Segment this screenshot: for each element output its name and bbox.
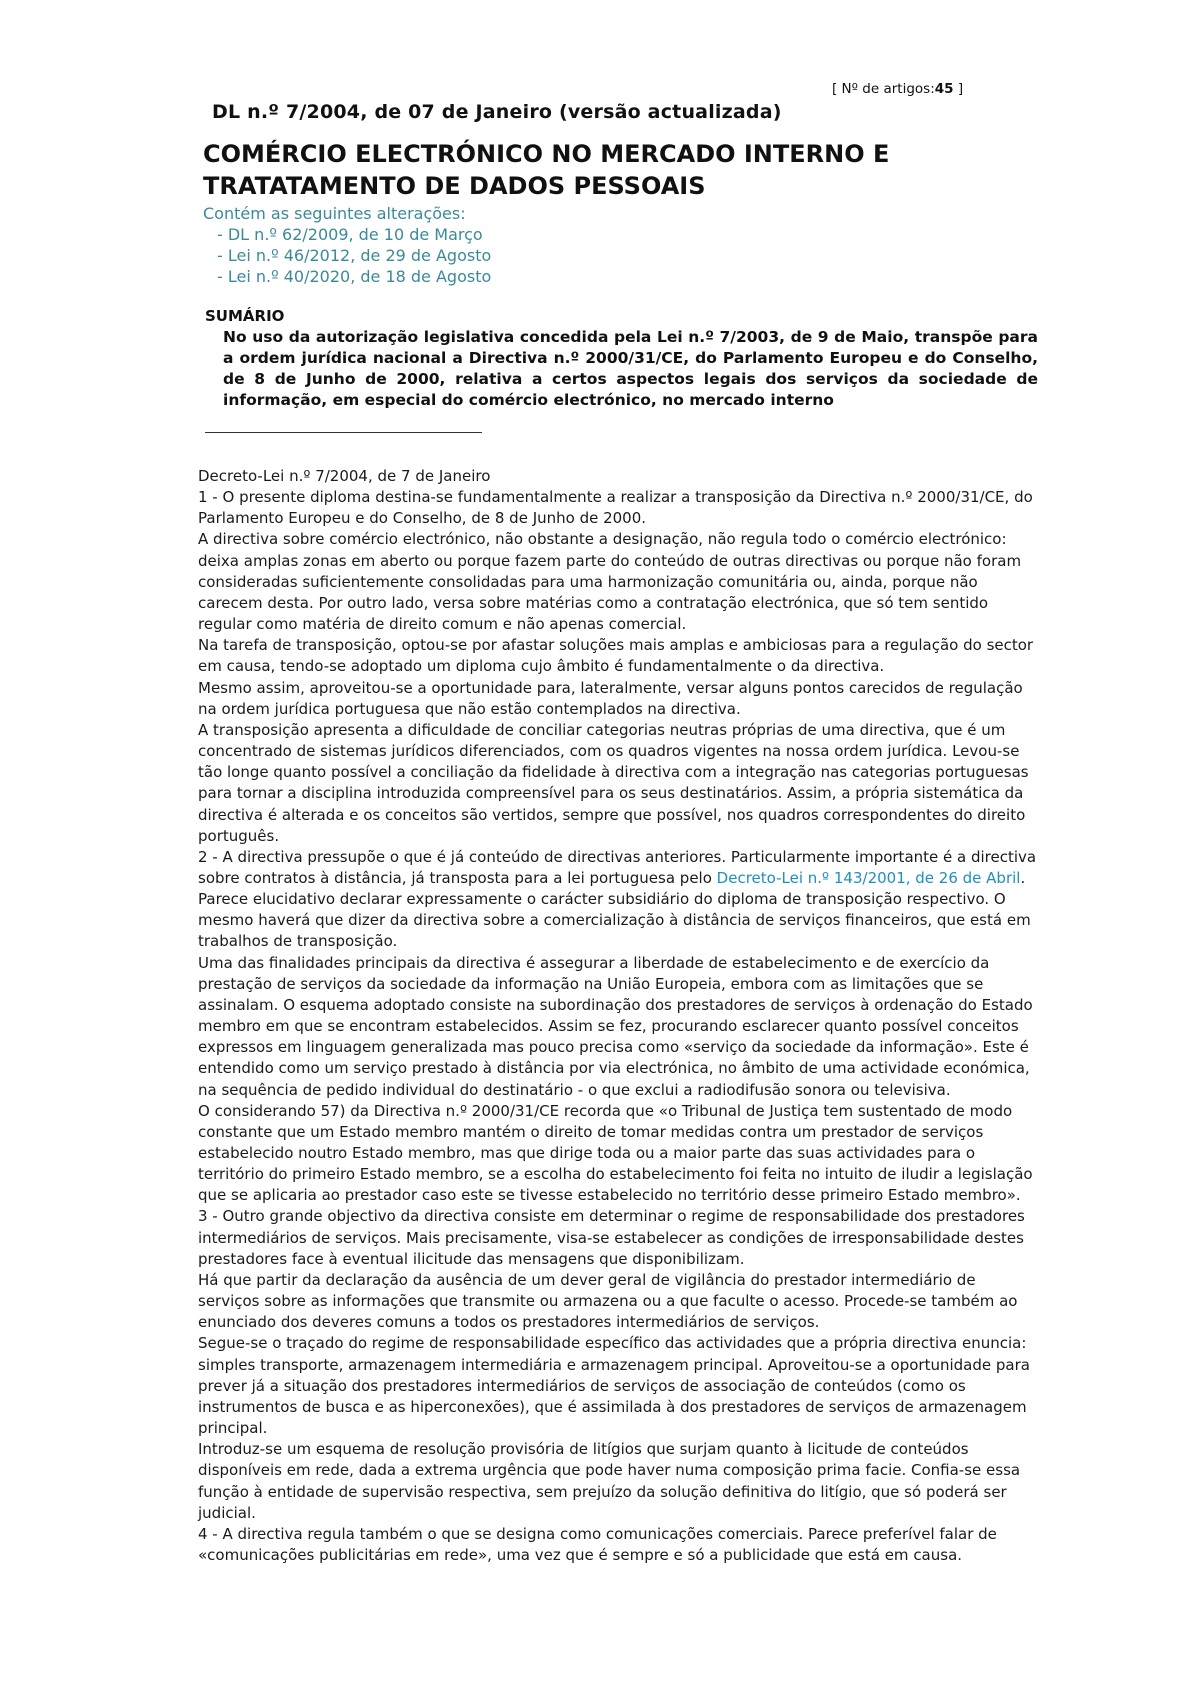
paragraph: Decreto-Lei n.º 7/2004, de 7 de Janeiro — [198, 467, 491, 485]
paragraph-text: 2 - A directiva pressupõe o que é já conteúdo de directivas anteriores. Particularmente importante é a directiva sobre contratos à distância, já transposta para a lei portuguesa pelo — [198, 847, 1037, 887]
summary-heading: SUMÁRIO — [205, 307, 285, 325]
paragraph: A transposição apresenta a dificuldade de conciliar categorias neutras próprias de uma directiva, que é um concentrado de sistemas jurídicos diferenciados, com os quadros vigentes na nossa ordem jurídica. Levou-se tão longe quanto possível a conciliação da fidelidade à directiva com a integração nas categorias portuguesas para tornar a disciplina introduzida compreensível para os seus destinatários. Assim, a própria sistemática da directiva é alterada e os conceitos são vertidos, sempre que possível, nos quadros correspondentes do direito português. — [198, 720, 1029, 845]
article-count-close: ] — [957, 81, 964, 97]
decree-title: DL n.º 7/2004, de 07 de Janeiro (versão actualizada) — [212, 101, 782, 123]
paragraph: Há que partir da declaração da ausência de um dever geral de vigilância do prestador intermediário de serviços sobre as informações que transmite ou armazena ou a que faculte o acesso. Procede-se também ao enunciado dos deveres comuns a todos os prestadores intermediários de serviços. — [198, 1270, 1018, 1332]
paragraph — [198, 847, 1040, 953]
alteration-item[interactable]: - DL n.º 62/2009, de 10 de Março — [217, 225, 483, 244]
preamble-body — [198, 466, 1040, 1566]
paragraph: 3 - Outro grande objectivo da directiva consiste em determinar o regime de responsabilidade dos prestadores intermediários de serviços. Mais precisamente, visa-se estabelecer as condições de irresponsabilidade destes prestadores face à eventual ilicitude das mensagens que disponibilizam. — [198, 1207, 1025, 1268]
paragraph: Uma das finalidades principais da directiva é assegurar a liberdade de estabelecimento e de exercício da prestação de serviços da sociedade da informação na União Europeia, embora com as limitações que se assinalam. O esquema adoptado consiste na subordinação dos prestadores de serviços à ordenação do Estado membro em que se encontram estabelecidos. Assim se fez, procurando esclarecer quanto possível conceitos expressos em linguagem generalizada mas pouco precisa como «serviço da sociedade da informação». Este é entendido como um serviço prestado à distância por via electrónica, no âmbito de uma actividade económica, na sequência de pedido individual do destinatário - o que exclui a radiodifusão sonora ou televisiva. — [198, 953, 1033, 1099]
paragraph: Na tarefa de transposição, optou-se por afastar soluções mais amplas e ambiciosas para a regulação do sector em causa, tendo-se adoptado um diploma cujo âmbito é fundamentalmente o da directiva. — [198, 636, 1034, 676]
paragraph: A directiva sobre comércio electrónico, não obstante a designação, não regula todo o comércio electrónico: deixa amplas zonas em aberto ou porque fazem parte do conteúdo de outras directivas ou porque não foram consideradas suficientemente consolidadas para uma harmonização comunitária ou, ainda, porque não carecem desta. Por outro lado, versa sobre matérias como a contratação electrónica, que só tem sentido regular como matéria de direito comum e não apenas comercial. — [198, 530, 1022, 634]
document-title-line1: COMÉRCIO ELECTRÓNICO NO MERCADO INTERNO E — [203, 140, 890, 168]
document-title-line2: TRATATAMENTO DE DADOS PESSOAIS — [203, 172, 706, 200]
paragraph: O considerando 57) da Directiva n.º 2000/31/CE recorda que «o Tribunal de Justiça tem sustentado de modo constante que um Estado membro mantém o direito de tomar medidas contra um prestador de serviços estabelecido noutro Estado membro, mas que dirige toda ou a maior parte das suas actividades para o território do primeiro Estado membro, se a escolha do estabelecimento foi feita no intuito de iludir a legislação que se aplicaria ao prestador caso este se tivesse estabelecido no território desse primeiro Estado membro». — [198, 1101, 1033, 1205]
article-count-label: [ Nº de artigos: — [832, 81, 935, 97]
alterations-heading: Contém as seguintes alterações: — [203, 204, 466, 223]
paragraph: 4 - A directiva regula também o que se designa como comunicações comerciais. Parece preferível falar de «comunicações publicitárias em rede», uma vez que é sempre e só a publicidade que está em causa. — [198, 1524, 997, 1564]
paragraph-text: . Parece elucidativo declarar expressamente o carácter subsidiário do diploma de transposição respectivo. O mesmo haverá que dizer da directiva sobre a comercialização à distância de serviços financeiros, que está em trabalhos de transposição. — [198, 868, 1031, 951]
separator-line — [205, 432, 482, 433]
summary-text: No uso da autorização legislativa concedida pela Lei n.º 7/2003, de 9 de Maio, transpõe para a ordem jurídica nacional a Directiva n.º 2000/31/CE, do Parlamento Europeu e do Conselho, de 8 de Junho de 2000, relativa a certos aspectos legais dos serviços da sociedade de informação, em especial do comércio electrónico, no mercado interno — [223, 328, 1038, 409]
paragraph: 1 - O presente diploma destina-se fundamentalmente a realizar a transposição da Directiva n.º 2000/31/CE, do Parlamento Europeu e do Conselho, de 8 de Junho de 2000. — [198, 488, 1033, 528]
paragraph: Mesmo assim, aproveitou-se a oportunidade para, lateralmente, versar alguns pontos carecidos de regulação na ordem jurídica portuguesa que não estão contemplados na directiva. — [198, 678, 1023, 718]
alterations-list — [203, 203, 491, 287]
document-title — [203, 138, 963, 202]
alteration-item[interactable]: - Lei n.º 46/2012, de 29 de Agosto — [217, 246, 492, 265]
article-count-value: 45 — [934, 81, 954, 97]
decree-law-link[interactable]: Decreto-Lei n.º 143/2001, de 26 de Abril — [716, 868, 1021, 887]
alteration-item[interactable]: - Lei n.º 40/2020, de 18 de Agosto — [217, 267, 492, 286]
paragraph: Segue-se o traçado do regime de responsabilidade específico das actividades que a própria directiva enuncia: simples transporte, armazenagem intermediária e armazenagem principal. Aproveitou-se a oportunidade para prever já a situação dos prestadores intermediários de serviços de associação de conteúdos (como os instrumentos de busca e as hiperconexões), que é assimilada à dos prestadores de serviços de armazenagem principal. — [198, 1334, 1030, 1438]
paragraph: Introduz-se um esquema de resolução provisória de litígios que surjam quanto à licitude de conteúdos disponíveis em rede, dada a extrema urgência que pode haver numa composição prima facie. Confia-se essa função à entidade de supervisão respectiva, sem prejuízo da solução definitiva do litígio, que só poderá ser judicial. — [198, 1440, 1021, 1522]
article-count — [832, 81, 963, 97]
